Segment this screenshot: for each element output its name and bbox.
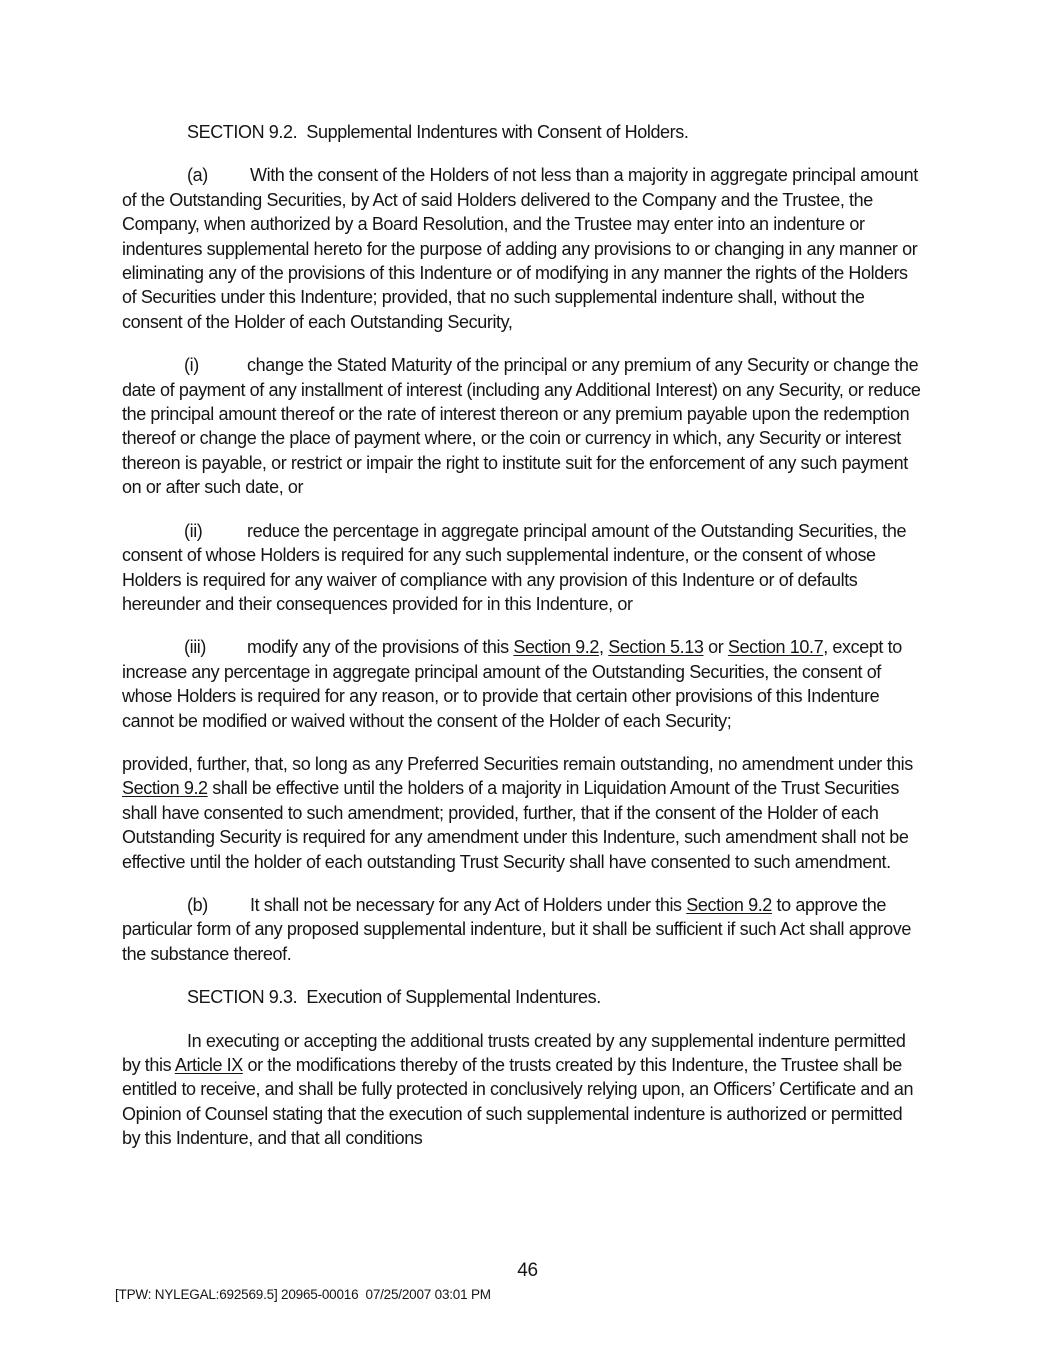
- section-9-3-heading: SECTION 9.3. Execution of Supplemental Indentures.: [187, 987, 601, 1008]
- text-segment: to approve the particular form of any proposed supplemental indenture, but it shall be sufficient if such Act shall approve the substance thereof.: [122, 894, 911, 964]
- cross-reference: Section 5.13: [608, 637, 704, 658]
- paragraph-a-label: (a): [187, 165, 208, 186]
- document-stamp: [TPW: NYLEGAL:692569.5] 20965-00016 07/25/2007 03:01 PM: [115, 1287, 491, 1302]
- paragraph-a: [122, 163, 922, 334]
- paragraph-provided-further: [122, 752, 922, 874]
- page-content: [122, 120, 922, 1151]
- text-segment: modify any of the provisions of this: [247, 637, 514, 658]
- text-segment: shall be effective until the holders of a majority in Liquidation Amount of the Trust Securities shall have consented to such amendment; provided, further, that if the consent of the Holder of each Outstanding Security is required for any amendment under this Indenture, such amendment shall not be effective until the holder of each outstanding Trust Security shall have consented to such amendment.: [122, 778, 909, 872]
- clause-ii-label: (ii): [184, 520, 203, 541]
- clause-i-label: (i): [184, 355, 199, 376]
- text-segment: or the modifications thereby of the trusts created by this Indenture, the Trustee shall be entitled to receive, and shall be fully protected in conclusively relying upon, an Officers’ Certificate and an Opinion of Counsel stating that the execution of such supplemental indenture is authorized or permitted by this Indenture, and that all conditions: [122, 1055, 914, 1149]
- paragraph-provided-further-text: [122, 754, 913, 872]
- text-segment: or: [703, 637, 728, 658]
- section-9-2-heading: SECTION 9.2. Supplemental Indentures with Consent of Holders.: [187, 122, 689, 142]
- cross-reference: Section 9.2: [686, 894, 772, 915]
- cross-reference: Section 10.7: [727, 637, 824, 658]
- text-segment: reduce the percentage in aggregate principal amount of the Outstanding Securities, the consent of whose Holders is required for any such supplemental indenture, or the consent of whose Holders is required for any waiver of compliance with any provision of this Indenture or of defaults hereunder and their consequences provided for in this Indenture, or: [122, 520, 907, 614]
- cross-reference: Section 9.2: [122, 778, 208, 799]
- paragraph-b: [122, 893, 922, 966]
- text-segment: It shall not be necessary for any Act of Holders under this: [250, 894, 687, 915]
- paragraph-executing-text: [122, 1031, 913, 1149]
- paragraph-b-label: (b): [187, 894, 208, 915]
- cross-reference: Article IX: [174, 1055, 243, 1075]
- paragraph-a-text: [122, 165, 918, 331]
- clause-ii: [122, 519, 922, 617]
- clause-iii-label: (iii): [184, 637, 206, 658]
- clause-iii: [122, 635, 922, 733]
- text-segment: change the Stated Maturity of the principal or any premium of any Security or change the date of payment of any installment of interest (including any Additional Interest) on any Security, or reduce the principal amount thereof or the rate of interest thereon or any premium payable upon the redemption thereof or change the place of payment where, or the coin or currency in which, any Security or interest thereon is payable, or restrict or impair the right to institute suit for the enforcement of any such payment on or after such date, or: [122, 355, 921, 498]
- text-segment: ,: [599, 637, 609, 658]
- page-number: 46: [517, 1260, 538, 1281]
- text-segment: In executing or accepting the additional trusts created by any supplemental indenture permitted by this: [122, 1030, 906, 1075]
- text-segment: With the consent of the Holders of not less than a majority in aggregate principal amount of the Outstanding Securities, by Act of said Holders delivered to the Company and the Trustee, the Company, when authorized by a Board Resolution, and the Trustee may enter into an indenture or indentures supplemental hereto for the purpose of adding any provisions to or changing in any manner or eliminating any of the provisions of this Indenture or of modifying in any manner the rights of the Holders of Securities under this Indenture; provided, that no such supplemental indenture shall, without the consent of the Holder of each Outstanding Security,: [122, 165, 918, 332]
- cross-reference: Section 9.2: [513, 637, 600, 658]
- text-segment: , except to increase any percentage in aggregate principal amount of the Outstanding Securities, the consent of whose Holders is required for any reason, or to provide that certain other provisions of this Indenture cannot be modified or waived without the consent of the Holder of each Security;: [122, 637, 902, 731]
- text-segment: provided, further, that, so long as any Preferred Securities remain outstanding, no amendment under this: [122, 753, 913, 774]
- clause-i: [122, 353, 922, 499]
- paragraph-executing: [122, 1029, 922, 1151]
